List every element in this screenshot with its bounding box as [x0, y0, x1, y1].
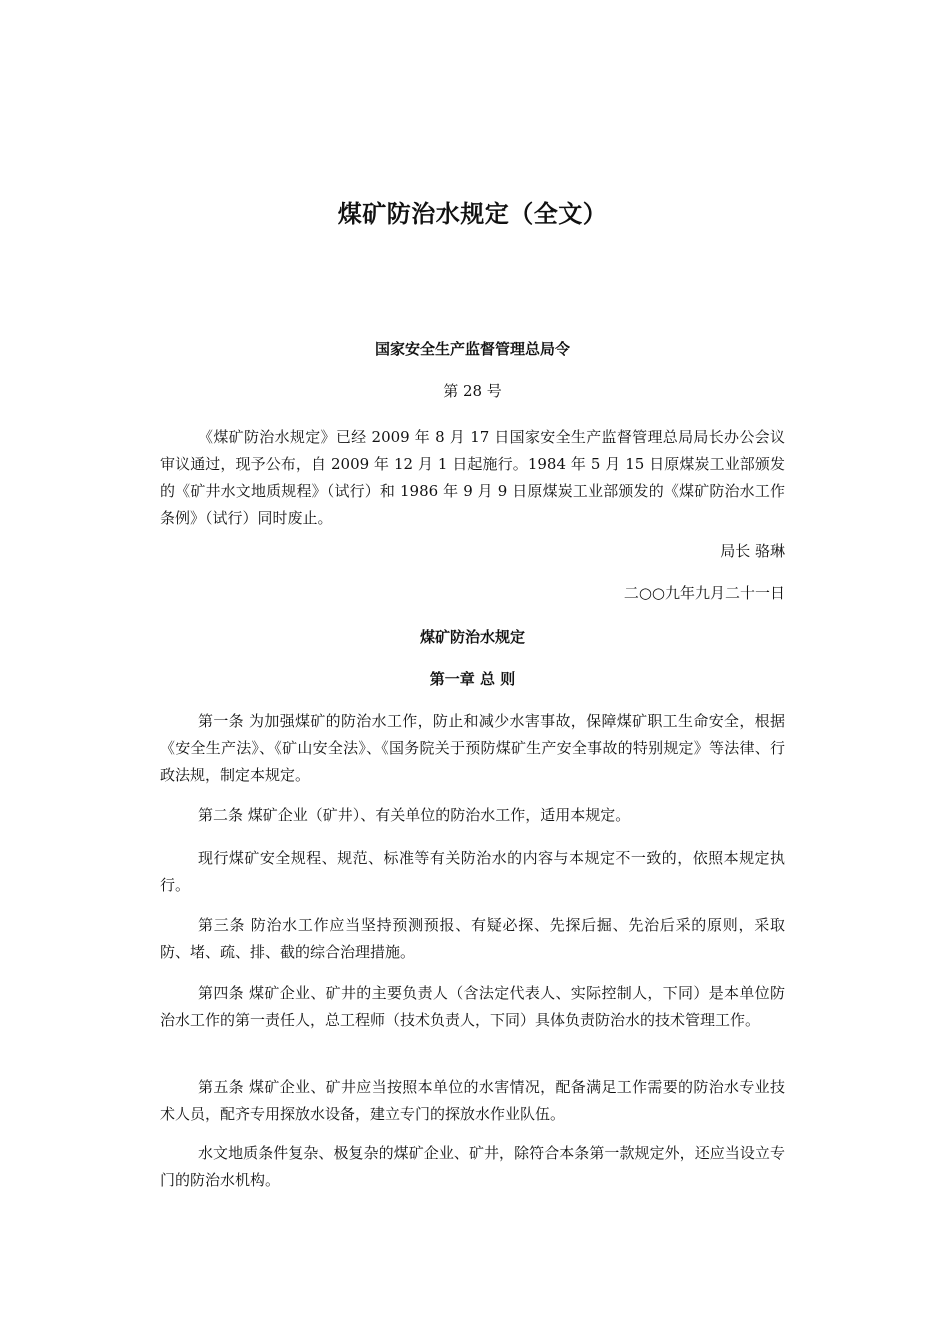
- preamble-paragraph: 《煤矿防治水规定》已经 2009 年 8 月 17 日国家安全生产监督管理总局局长办公会议审议通过，现予公布，自 2009 年 12 月 1 日起施行。1984 年 5 月 15 日原煤炭工业部颁发的《矿井水文地质规程》（试行）和 1986 年 9 月 9 日原煤炭工业部颁发的《煤矿防治水工作条例》（试行）同时废止。: [160, 428, 785, 527]
- document-title: 煤矿防治水规定（全文）: [337, 200, 608, 228]
- article-paragraph: 现行煤矿安全规程、规范、标准等有关防治水的内容与本规定不一致的，依照本规定执行。: [160, 849, 785, 894]
- article-paragraph: 第四条 煤矿企业、矿井的主要负责人（含法定代表人、实际控制人，下同）是本单位防治水工作的第一责任人，总工程师（技术负责人，下同）具体负责防治水的技术管理工作。: [160, 984, 785, 1029]
- regulation-title: 煤矿防治水规定: [419, 628, 525, 646]
- signatory: 局长 骆琳: [720, 542, 785, 560]
- order-number: 第 28 号: [443, 382, 502, 400]
- chapter-title: 第一章 总 则: [429, 670, 516, 688]
- article-paragraph: 第三条 防治水工作应当坚持预测预报、有疑必探、先探后掘、先治后采的原则，采取防、堵、疏、排、截的综合治理措施。: [160, 916, 785, 961]
- article-paragraph: 水文地质条件复杂、极复杂的煤矿企业、矿井，除符合本条第一款规定外，还应当设立专门的防治水机构。: [160, 1144, 785, 1189]
- article-paragraph: 第一条 为加强煤矿的防治水工作，防止和减少水害事故，保障煤矿职工生命安全，根据《安全生产法》、《矿山安全法》、《国务院关于预防煤矿生产安全事故的特别规定》等法律、行政法规，制定本规定。: [160, 712, 785, 784]
- order-title: 国家安全生产监督管理总局令: [374, 340, 570, 358]
- article-paragraph: 第五条 煤矿企业、矿井应当按照本单位的水害情况，配备满足工作需要的防治水专业技术人员，配齐专用探放水设备，建立专门的探放水作业队伍。: [160, 1078, 785, 1123]
- article-paragraph: 第二条 煤矿企业（矿井）、有关单位的防治水工作，适用本规定。: [198, 806, 631, 824]
- signing-date: 二○○九年九月二十一日: [623, 584, 785, 602]
